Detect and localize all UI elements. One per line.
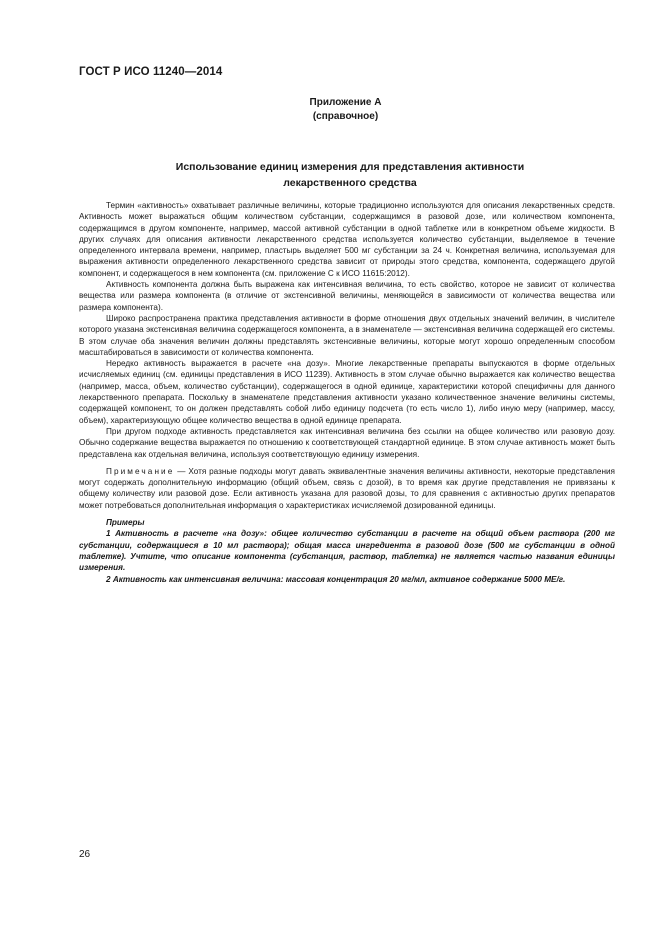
body-text: [79, 200, 615, 585]
note-label: Примечание: [106, 466, 175, 476]
paragraph: Активность компонента должна быть выражена как интенсивная величина, то есть свойство, которое не зависит от количества вещества или размера компонента (в отличие от экстенсивной величины, меняющейся в зависимости от количества вещества или размера компонента).: [79, 280, 615, 312]
example-item: 2 Активность как интенсивная величина: массовая концентрация 20 мг/мл, активное содержание 5000 МЕ/г.: [106, 574, 566, 584]
paragraph: Термин «активность» охватывает различные величины, которые традиционно используются для описания лекарственных средств. Активность может выражаться общим количеством субстанции, содержащимся в разовой дозе, или количеством компонента, содержащимся в другом компоненте, например, массой активной субстанции в одной таблетке или в конкретном объеме жидкости. В других случаях для описания активности лекарственного средства используется количество субстанции, выделяемое в течение определенного интервала времени, например, пластырь выделяет 500 мг субстанции за 24 ч. Конкретная величина, используемая для выражения активности определенного лекарственного средства зависит от природы этого средства, компонента, содержащего другой компонент, и содержащегося в нем компонента (см. приложение С к ИСО 11615:2012).: [79, 201, 615, 278]
examples-heading: Примеры: [106, 518, 145, 528]
title-line-1: Использование единиц измерения для представления активности: [175, 161, 525, 173]
page-number: 26: [79, 849, 91, 860]
paragraph: При другом подходе активность представляется как интенсивная величина без ссылки на общее количество или разовую дозу. Обычно содержание вещества выражается по отношению к соответствующей стандартной единице. В этом случае активность может быть представлена как отдельная величина, используя соответствующую единицу измерения.: [79, 426, 615, 459]
annex-label: Приложение А: [309, 97, 382, 108]
note: [79, 466, 615, 511]
standard-header: ГОСТ Р ИСО 11240—2014: [79, 66, 223, 78]
annex-heading: [200, 96, 491, 124]
section-title: [100, 159, 600, 191]
note-text: — Хотя разные подходы могут давать эквивалентные значения величины активности, некоторые представления могут содержать дополнительную информацию (общий объем, связь с дозой), в то время как другие представления не привязаны к общему количеству или разовой дозе. Если активность указана для разовой дозы, то для сравнения с активностью других препаратов может потребоваться дополнительная информация о характеристиках исчисляемой дозированной единицы.: [79, 466, 615, 510]
paragraph: Нередко активность выражается в расчете «на дозу». Многие лекарственные препараты выпускаются в форме отдельных исчисляемых единиц (см. единицы представления в ИСО 11239). Активность в этом случае обычно выражается как количество вещества (например, масса, объем, количество субстанции), содержащегося в одной единице, характеристики которой специфичны для данного лекарственного препарата. Поскольку в знаменателе представления активности указано количественное значение величины системы, содержащей компонент, то он должен представлять собой либо единицу подсчета (то есть число 1), либо иную меру (например, массу, объем), характеризующую общее количество вещества в одной единице препарата.: [79, 359, 615, 425]
annex-type: (справочное): [312, 111, 379, 122]
example-item: 1 Активность в расчете «на дозу»: общее количество субстанции в расчете на общий объем раствора (200 мг субстанции, содержащиеся в 10 мл раствора); общая масса ингредиента в разовой дозе (500 мг субстанции в одной таблетке). Учтите, что описание компонента (субстанция, раствор, таблетка) не является частью названия единицы измерения.: [79, 529, 615, 573]
title-line-2: лекарственного средства: [283, 177, 417, 189]
paragraph: Широко распространена практика представления активности в форме отношения двух отдельных значений величин, в числителе которого указана экстенсивная величина содержащегося компонента, а в знаменателе — экстенсивная величина содержащей его системы. В этом случае оба значения величин должны представлять экстенсивные величины, которые могут хорошо определенным способом масштабироваться в зависимости от количества компонента.: [79, 313, 615, 357]
